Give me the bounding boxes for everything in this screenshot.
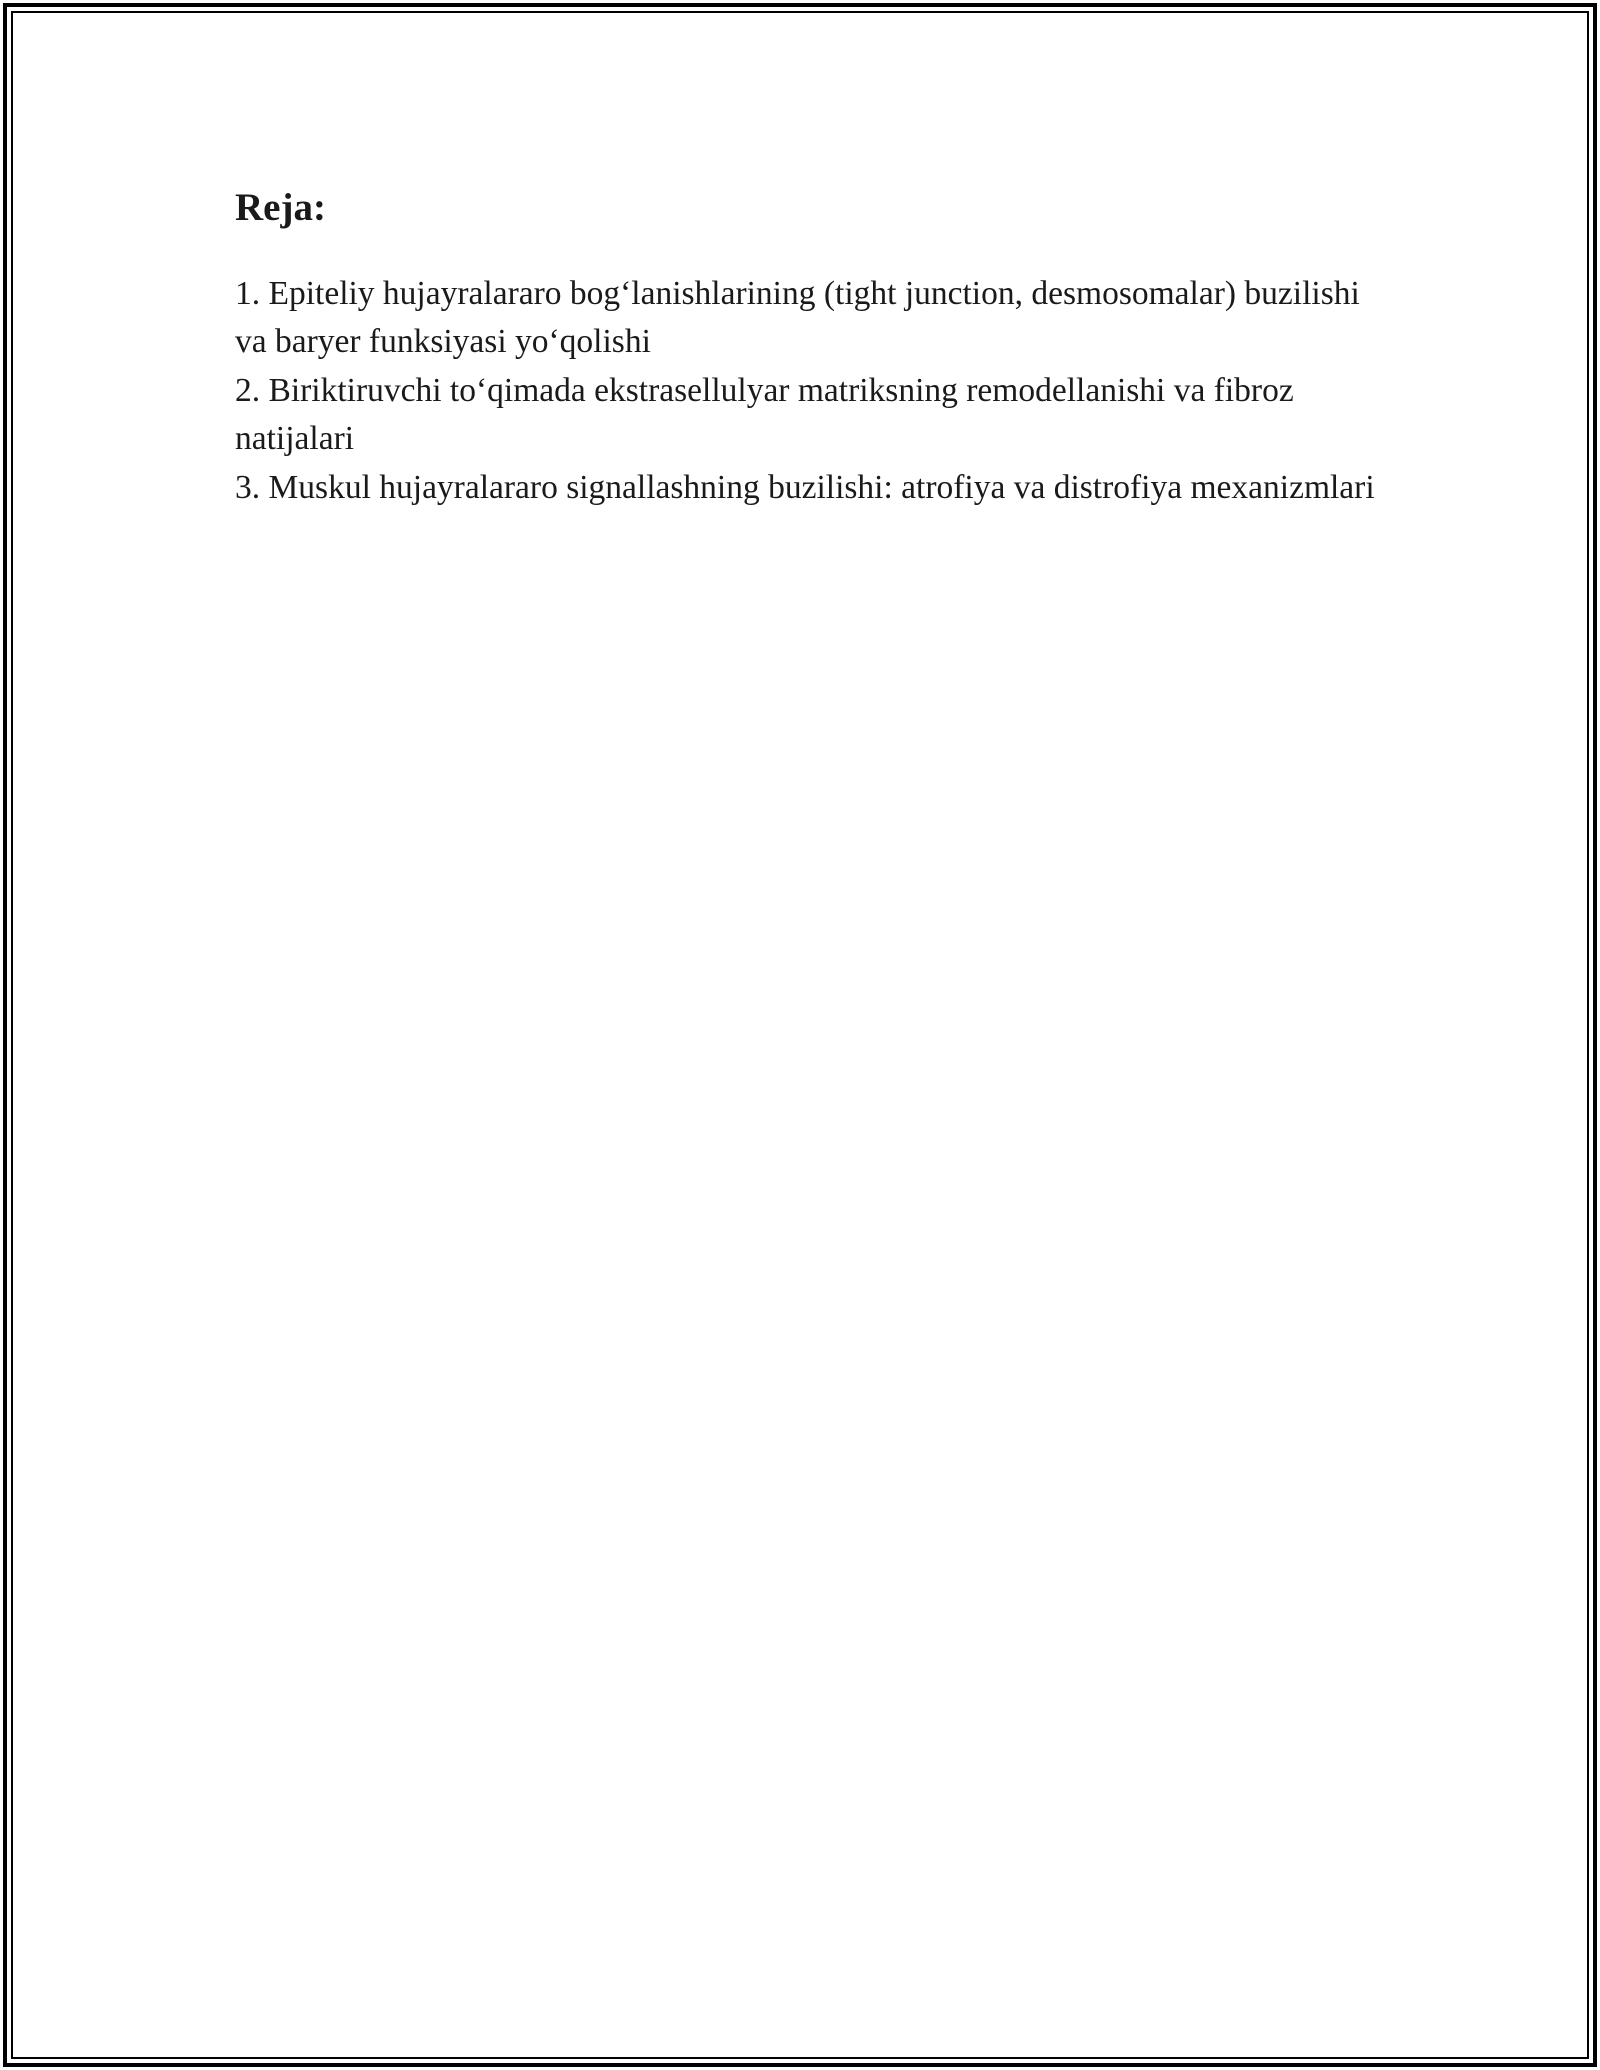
- plan-list: [235, 270, 1375, 513]
- plan-item-3: 3. Muskul hujayralararo signallashning buzilishi: atrofiya va distrofiya mexanizmlari: [235, 468, 1375, 506]
- plan-heading: Reja:: [235, 186, 326, 229]
- plan-item-1: 1. Epiteliy hujayralararo bog‘lanishlarining (tight junction, desmosomalar) buzilishi va baryer funksiyasi yo‘qolishi: [235, 274, 1360, 361]
- plan-item-2: 2. Biriktiruvchi to‘qimada ekstrasellulyar matriksning remodellanishi va fibroz natijalari: [235, 371, 1294, 458]
- document-body: [235, 185, 1375, 512]
